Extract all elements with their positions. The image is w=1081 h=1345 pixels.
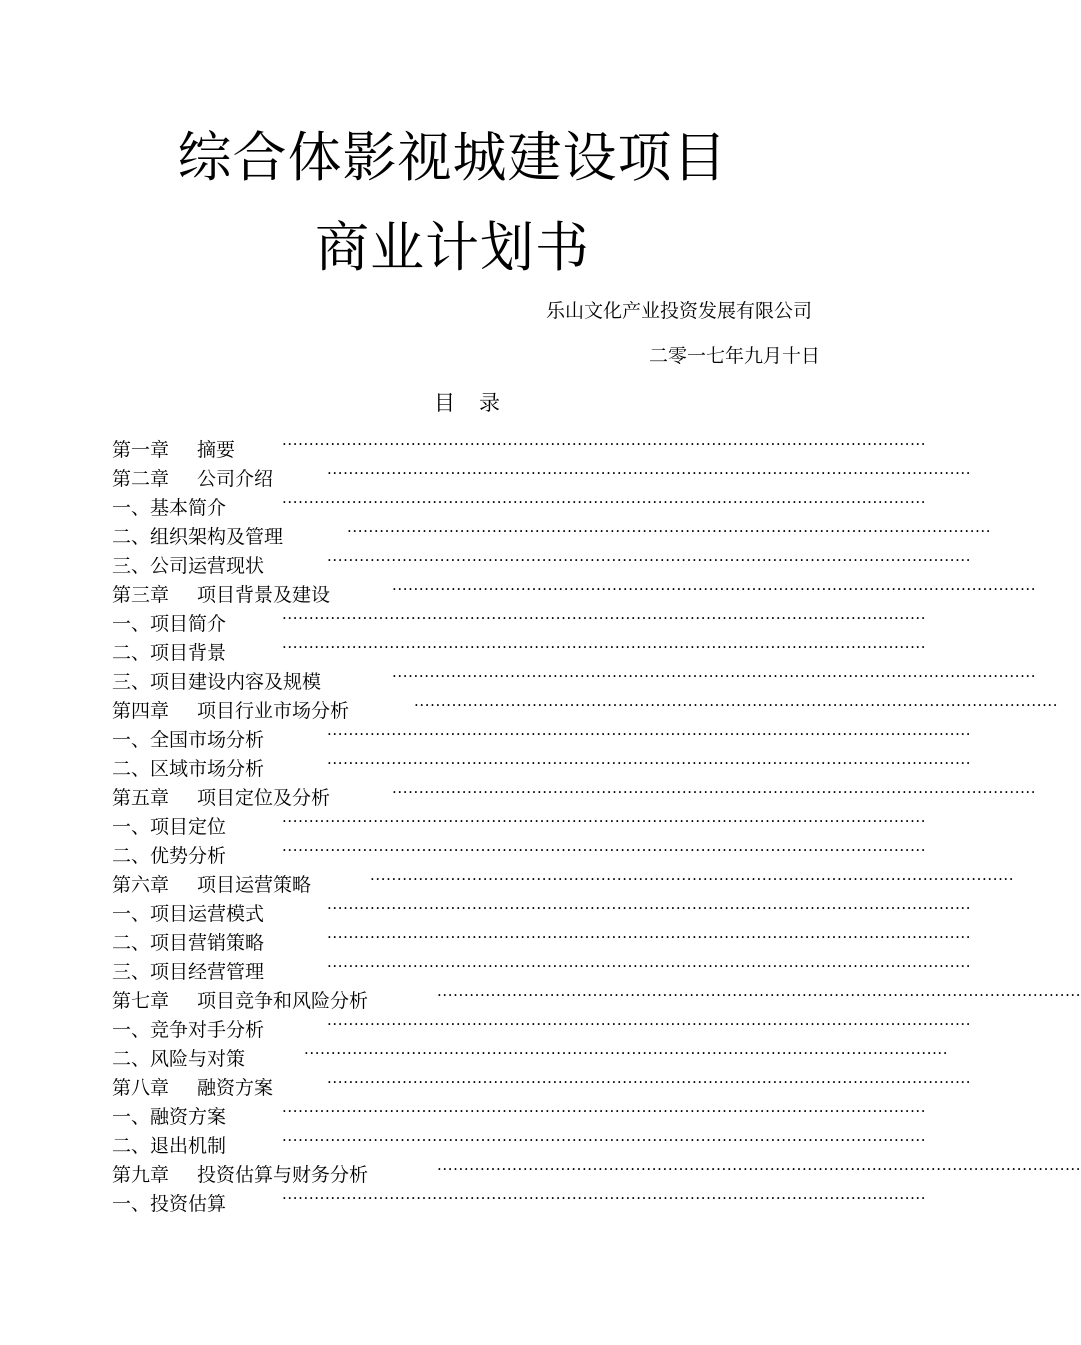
toc-entry-label: 三、项目经营管理 bbox=[112, 961, 265, 983]
toc-entry-label: 二、风险与对策 bbox=[112, 1048, 246, 1070]
toc-entry-label: 一、项目简介 bbox=[112, 613, 227, 635]
toc-leader-dots: ························································································································ bbox=[327, 725, 972, 743]
toc-leader-dots: ························································································································ bbox=[327, 754, 972, 772]
table-of-contents bbox=[112, 435, 1081, 1219]
toc-chapter-number: 第一章 bbox=[112, 439, 170, 461]
toc-chapter-number: 第五章 bbox=[112, 787, 170, 809]
toc-entry-label bbox=[112, 1074, 273, 1103]
toc-chapter-title: 融资方案 bbox=[197, 1077, 274, 1099]
toc-chapter-number: 第七章 bbox=[112, 990, 170, 1012]
toc-leader-dots: ························································································································ bbox=[282, 1131, 927, 1149]
toc-chapter-title: 摘要 bbox=[197, 439, 236, 461]
toc-entry-label: 一、全国市场分析 bbox=[112, 729, 265, 751]
toc-entry-label bbox=[112, 436, 235, 465]
toc-entry-label: 一、项目运营模式 bbox=[112, 903, 265, 925]
toc-leader-dots: ························································································································ bbox=[370, 870, 1015, 888]
toc-section[interactable] bbox=[112, 1189, 927, 1219]
toc-chapter-title: 项目竞争和风险分析 bbox=[197, 990, 369, 1012]
toc-leader-dots: ························································································································ bbox=[327, 899, 972, 917]
toc-chapter-title: 项目行业市场分析 bbox=[197, 700, 350, 722]
toc-entry-label: 二、区域市场分析 bbox=[112, 758, 265, 780]
toc-leader-dots: ························································································································ bbox=[282, 1189, 927, 1207]
toc-leader-dots: ························································································································ bbox=[327, 1015, 972, 1033]
toc-entry-label: 二、组织架构及管理 bbox=[112, 526, 284, 548]
toc-entry-label bbox=[112, 697, 349, 726]
toc-leader-dots: ························································································································ bbox=[282, 609, 927, 627]
toc-entry-label: 三、项目建设内容及规模 bbox=[112, 671, 322, 693]
toc-entry-label: 二、退出机制 bbox=[112, 1135, 227, 1157]
toc-leader-dots: ························································································································ bbox=[437, 1160, 1081, 1178]
toc-heading: 目录 bbox=[434, 391, 524, 415]
toc-leader-dots: ························································································································ bbox=[392, 580, 1037, 598]
toc-leader-dots: ························································································································ bbox=[282, 841, 927, 859]
toc-chapter-number: 第九章 bbox=[112, 1164, 170, 1186]
toc-entry-label bbox=[112, 871, 311, 900]
toc-entry-label: 一、竞争对手分析 bbox=[112, 1019, 265, 1041]
toc-chapter-number: 第八章 bbox=[112, 1077, 170, 1099]
toc-leader-dots: ························································································································ bbox=[282, 1102, 927, 1120]
toc-entry-label: 一、投资估算 bbox=[112, 1193, 227, 1215]
toc-leader-dots: ························································································································ bbox=[327, 957, 972, 975]
document-title: 综合体影视城建设项目 bbox=[177, 126, 728, 189]
toc-entry-label: 一、项目定位 bbox=[112, 816, 227, 838]
toc-chapter-title: 投资估算与财务分析 bbox=[197, 1164, 369, 1186]
toc-entry-label: 三、公司运营现状 bbox=[112, 555, 265, 577]
toc-leader-dots: ························································································································ bbox=[282, 435, 927, 453]
toc-leader-dots: ························································································································ bbox=[327, 551, 972, 569]
toc-entry-label: 二、优势分析 bbox=[112, 845, 227, 867]
toc-leader-dots: ························································································································ bbox=[437, 986, 1081, 1004]
toc-leader-dots: ························································································································ bbox=[347, 522, 992, 540]
toc-leader-dots: ························································································································ bbox=[392, 783, 1037, 801]
toc-chapter-number: 第六章 bbox=[112, 874, 170, 896]
toc-chapter-title: 项目运营策略 bbox=[197, 874, 312, 896]
toc-chapter-title: 项目背景及建设 bbox=[197, 584, 331, 606]
toc-chapter-number: 第二章 bbox=[112, 468, 170, 490]
toc-leader-dots: ························································································································ bbox=[327, 1073, 972, 1091]
toc-entry-label bbox=[112, 465, 273, 494]
toc-leader-dots: ························································································································ bbox=[282, 812, 927, 830]
toc-leader-dots: ························································································································ bbox=[282, 638, 927, 656]
toc-entry-label: 一、基本简介 bbox=[112, 497, 227, 519]
toc-leader-dots: ························································································································ bbox=[327, 464, 972, 482]
toc-chapter-title: 公司介绍 bbox=[197, 468, 274, 490]
toc-leader-dots: ························································································································ bbox=[414, 696, 1059, 714]
toc-entry-label: 二、项目营销策略 bbox=[112, 932, 265, 954]
toc-chapter-title: 项目定位及分析 bbox=[197, 787, 331, 809]
company-name: 乐山文化产业投资发展有限公司 bbox=[545, 300, 812, 322]
toc-leader-dots: ························································································································ bbox=[304, 1044, 949, 1062]
toc-chapter-number: 第三章 bbox=[112, 584, 170, 606]
toc-leader-dots: ························································································································ bbox=[327, 928, 972, 946]
toc-entry-label: 二、项目背景 bbox=[112, 642, 227, 664]
document-date: 二零一七年九月十日 bbox=[648, 345, 820, 367]
toc-leader-dots: ························································································································ bbox=[392, 667, 1037, 685]
toc-entry-label: 一、融资方案 bbox=[112, 1106, 227, 1128]
toc-chapter-number: 第四章 bbox=[112, 700, 170, 722]
toc-leader-dots: ························································································································ bbox=[282, 493, 927, 511]
document-subtitle: 商业计划书 bbox=[315, 216, 590, 279]
